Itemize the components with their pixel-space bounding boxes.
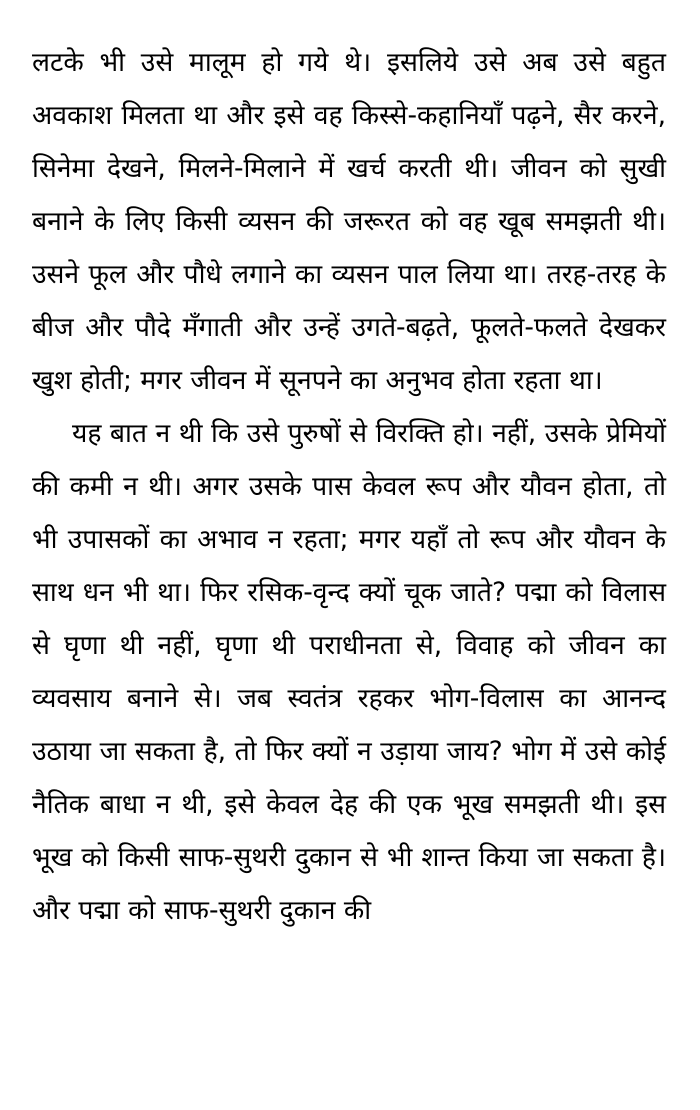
paragraph-2: यह बात न थी कि उसे पुरुषों से विरक्ति हो। नहीं, उसके प्रेमियों की कमी न थी। अगर उसके पास केवल रूप और यौवन होता, तो भी उपासकों का अभाव न रहता; मगर यहाँ तो रूप और यौवन के साथ धन भी था। फिर रसिक-वृन्द क्यों चूक जाते? पद्मा को विलास से घृणा थी नहीं, घृणा थी पराधीनता से, विवाह को जीवन का व्यवसाय बनाने से। जब स्वतंत्र रहकर भोग-विलास का आनन्द उठाया जा सकता है, तो फिर क्यों न उड़ाया जाय? भोग में उसे कोई नैतिक बाधा न थी, इसे केवल देह की एक भूख समझती थी। इस भूख को किसी साफ-सुथरी दुकान से भी शान्त किया जा सकता है। और पद्मा को साफ-सुथरी दुकान की: [32, 418, 666, 926]
paragraph-1: लटके भी उसे मालूम हो गये थे। इसलिये उसे अब उसे बहुत अवकाश मिलता था और इसे वह किस्से-कहानियाँ पढ़ने, सैर करने, सिनेमा देखने, मिलने-मिलाने में खर्च करती थी। जीवन को सुखी बनाने के लिए किसी व्यसन की जरूरत को वह खूब समझती थी। उसने फूल और पौधे लगाने का व्यसन पाल लिया था। तरह-तरह के बीज और पौदे मँगाती और उन्हें उगते-बढ़ते, फूलते-फलते देखकर खुश होती; मगर जीवन में सूनपने का अनुभव होता रहता था।: [32, 47, 666, 396]
book-page: [32, 36, 666, 937]
